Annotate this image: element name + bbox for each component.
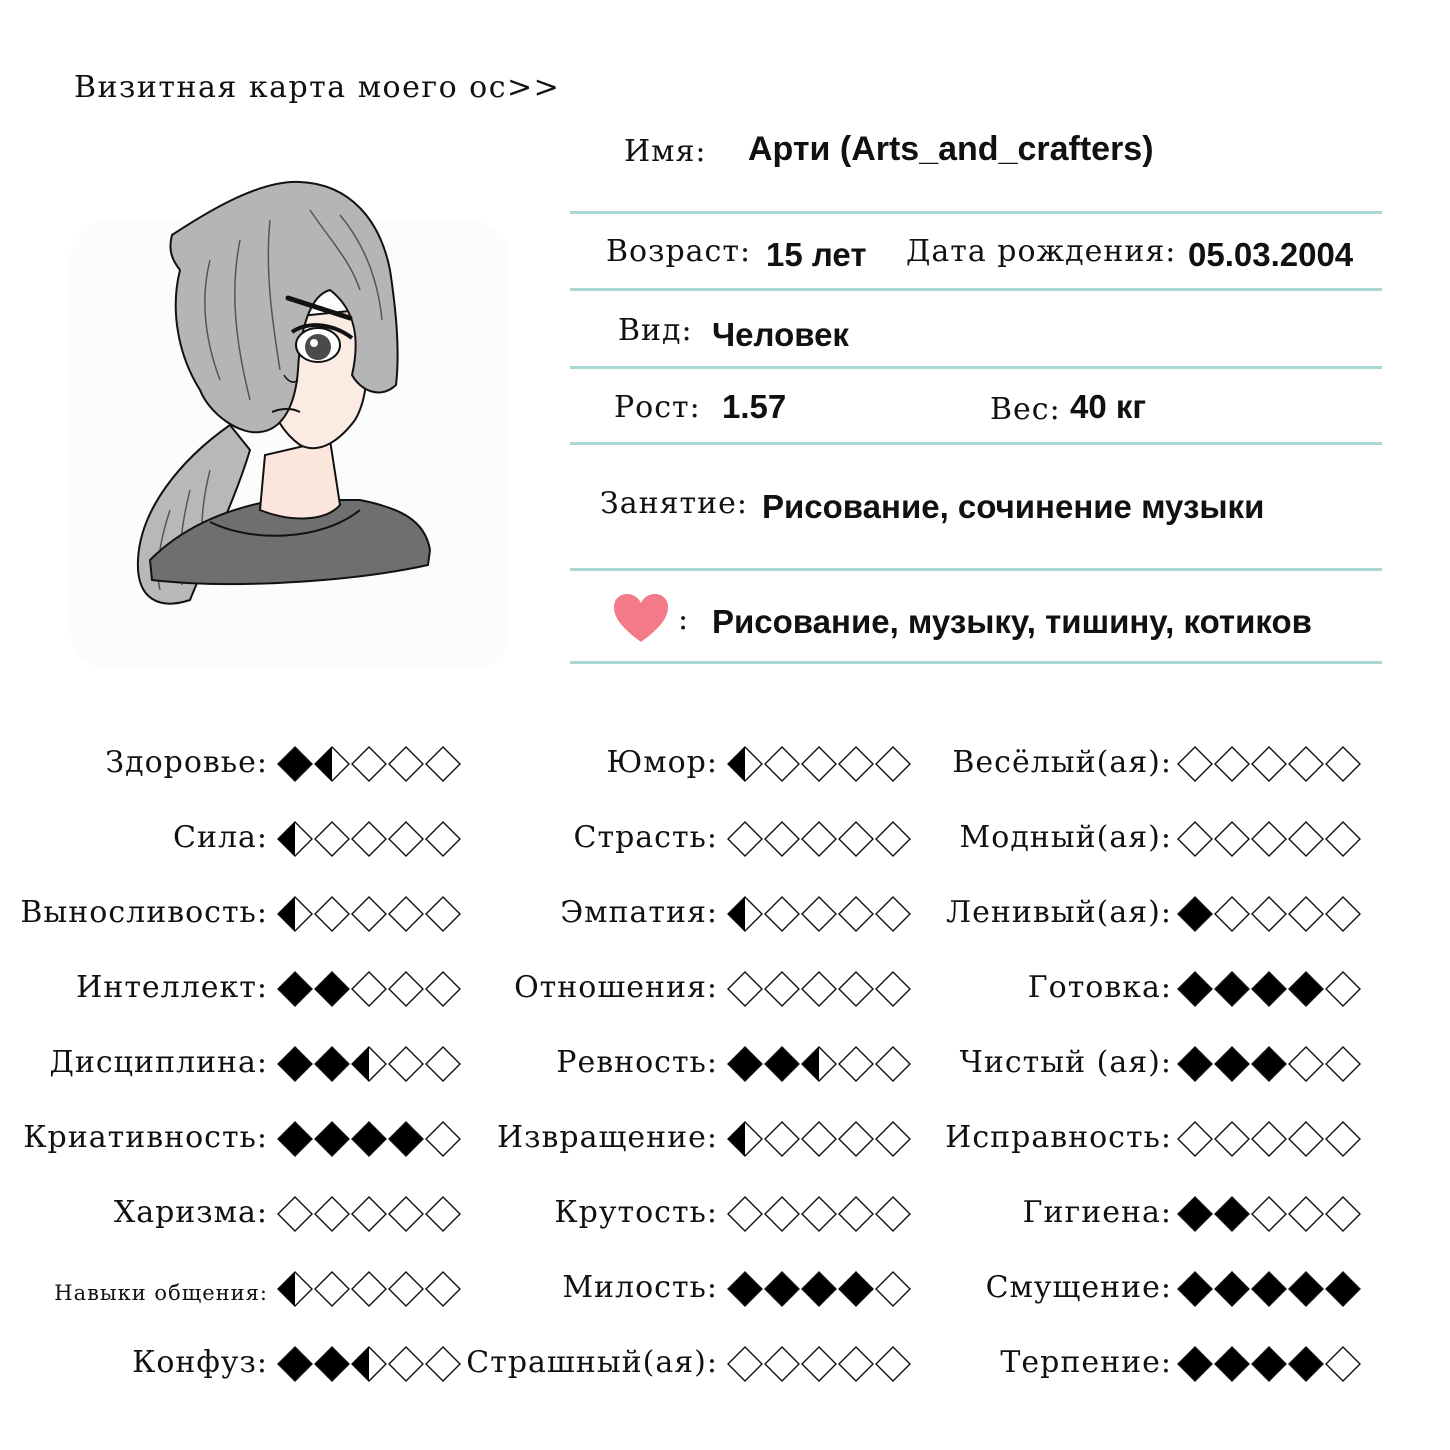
stat-label: Гигиена: [1022, 1195, 1172, 1230]
rating-diamond [1215, 1197, 1249, 1231]
rating-diamond [1252, 822, 1286, 856]
stat-rating [1176, 1045, 1362, 1085]
character-portrait [60, 170, 530, 670]
rating-diamond [426, 1122, 460, 1156]
stat-rating [276, 1270, 462, 1310]
rating-diamond [315, 1197, 349, 1231]
rating-diamond [839, 1122, 873, 1156]
stat-label: Ревность: [556, 1045, 718, 1080]
rating-diamond [1252, 897, 1286, 931]
rating-diamond [389, 1197, 423, 1231]
stat-label: Навыки общения: [54, 1281, 268, 1305]
rating-diamond [352, 1122, 386, 1156]
rating-diamond [802, 1347, 836, 1381]
rating-diamond [1215, 1347, 1249, 1381]
rating-diamond [1178, 972, 1212, 1006]
rating-diamond [1252, 1197, 1286, 1231]
rating-diamond [1289, 972, 1323, 1006]
rating-diamond [426, 972, 460, 1006]
occupation-value: Рисование, сочинение музыки [762, 488, 1265, 525]
stat-label: Юмор: [606, 745, 718, 780]
rating-diamond [1178, 1272, 1212, 1306]
rating-diamond [426, 897, 460, 931]
rating-diamond [278, 1047, 312, 1081]
rating-diamond [1252, 1272, 1286, 1306]
rating-diamond [389, 897, 423, 931]
stat-rating [276, 895, 462, 935]
rating-diamond [1252, 747, 1286, 781]
name-value: Арти (Arts_and_crafters) [748, 130, 1154, 168]
rating-diamond [802, 1272, 836, 1306]
rating-diamond [765, 897, 799, 931]
rating-diamond [728, 1197, 762, 1231]
stat-label: Чистый (ая): [959, 1045, 1172, 1080]
stat-rating [1176, 970, 1362, 1010]
rating-diamond [765, 1122, 799, 1156]
stat-label: Извращение: [497, 1120, 718, 1155]
likes-value: Рисование, музыку, тишину, котиков [712, 603, 1312, 640]
rating-diamond [876, 1047, 910, 1081]
rating-diamond [765, 1197, 799, 1231]
stat-label: Криативность: [23, 1120, 268, 1155]
rating-diamond [426, 1047, 460, 1081]
heart-icon [612, 592, 670, 644]
rating-diamond [315, 1347, 349, 1381]
stat-label: Здоровье: [105, 745, 268, 780]
rating-diamond [278, 972, 312, 1006]
stat-rating [276, 1120, 462, 1160]
rating-diamond [839, 897, 873, 931]
rating-diamond [1289, 1197, 1323, 1231]
rating-diamond [1326, 1122, 1360, 1156]
stat-rating [1176, 745, 1362, 785]
rating-diamond [352, 822, 386, 856]
rating-diamond [839, 747, 873, 781]
rating-diamond [1252, 972, 1286, 1006]
likes-colon: : [678, 602, 690, 637]
rating-diamond [839, 1347, 873, 1381]
rating-diamond [1326, 1272, 1360, 1306]
stat-label: Модный(ая): [959, 820, 1172, 855]
rating-diamond [315, 1047, 349, 1081]
rating-diamond [728, 822, 762, 856]
rating-diamond [389, 1347, 423, 1381]
species-label: Вид: [618, 313, 693, 348]
birth-date-value: 05.03.2004 [1188, 236, 1354, 273]
weight-label: Вес: [990, 392, 1061, 427]
rating-diamond [876, 897, 910, 931]
stat-label: Эмпатия: [560, 895, 718, 930]
rating-diamond [389, 747, 423, 781]
occupation-label: Занятие: [600, 486, 748, 521]
rating-diamond [728, 1347, 762, 1381]
rating-diamond [352, 747, 386, 781]
stat-rating [1176, 1120, 1362, 1160]
stat-label: Готовка: [1027, 970, 1172, 1005]
rating-diamond [1178, 1047, 1212, 1081]
stat-rating [726, 1345, 912, 1385]
divider [570, 288, 1382, 291]
rating-diamond [1178, 1122, 1212, 1156]
rating-diamond [1215, 1122, 1249, 1156]
rating-diamond [1326, 747, 1360, 781]
rating-diamond [1215, 747, 1249, 781]
stat-label: Интеллект: [76, 970, 268, 1005]
stat-rating [726, 895, 912, 935]
rating-diamond [426, 822, 460, 856]
rating-diamond [389, 972, 423, 1006]
rating-diamond [1215, 822, 1249, 856]
divider [570, 568, 1382, 571]
rating-diamond [1326, 897, 1360, 931]
age-label: Возраст: [606, 234, 752, 269]
rating-diamond [802, 897, 836, 931]
rating-diamond [426, 1272, 460, 1306]
stat-rating [276, 1195, 462, 1235]
stat-rating [1176, 1270, 1362, 1310]
stat-rating [726, 970, 912, 1010]
rating-diamond [1289, 1272, 1323, 1306]
rating-diamond [876, 1122, 910, 1156]
rating-diamond [839, 1197, 873, 1231]
rating-diamond [728, 1047, 762, 1081]
rating-diamond [278, 747, 312, 781]
rating-diamond [1289, 1122, 1323, 1156]
rating-diamond [278, 1347, 312, 1381]
rating-diamond [802, 822, 836, 856]
stat-rating [276, 1045, 462, 1085]
rating-diamond [389, 1047, 423, 1081]
rating-diamond [278, 1197, 312, 1231]
rating-diamond [352, 972, 386, 1006]
stat-label: Крутость: [554, 1195, 718, 1230]
stat-rating [1176, 1345, 1362, 1385]
rating-diamond [426, 1347, 460, 1381]
rating-diamond [1215, 897, 1249, 931]
rating-diamond [352, 1272, 386, 1306]
rating-diamond [352, 897, 386, 931]
stat-label: Весёлый(ая): [952, 745, 1172, 780]
rating-diamond [1178, 822, 1212, 856]
rating-diamond [389, 1272, 423, 1306]
height-label: Рост: [614, 390, 701, 425]
rating-diamond [876, 747, 910, 781]
rating-diamond [765, 972, 799, 1006]
rating-diamond [315, 897, 349, 931]
rating-diamond [1215, 1272, 1249, 1306]
stat-label: Харизма: [113, 1195, 268, 1230]
rating-diamond [765, 822, 799, 856]
stat-label: Смущение: [985, 1270, 1172, 1305]
rating-diamond [1178, 747, 1212, 781]
rating-diamond [1289, 897, 1323, 931]
stat-label: Конфуз: [132, 1345, 268, 1380]
rating-diamond [876, 822, 910, 856]
weight-value: 40 кг [1070, 388, 1147, 425]
rating-diamond [1289, 822, 1323, 856]
rating-diamond [876, 972, 910, 1006]
age-value: 15 лет [766, 236, 867, 273]
rating-diamond [839, 822, 873, 856]
stat-label: Дисциплина: [49, 1045, 268, 1080]
rating-diamond [1289, 747, 1323, 781]
stat-label: Милость: [562, 1270, 718, 1305]
rating-diamond [876, 1272, 910, 1306]
stat-rating [726, 1195, 912, 1235]
rating-diamond [839, 972, 873, 1006]
rating-diamond [1326, 972, 1360, 1006]
rating-diamond [1326, 1347, 1360, 1381]
stat-label: Исправность: [945, 1120, 1172, 1155]
stat-rating [276, 1345, 462, 1385]
rating-diamond [876, 1197, 910, 1231]
stat-label: Страшный(ая): [466, 1345, 718, 1380]
card-title: Визитная карта моего ос>> [74, 70, 561, 105]
stat-rating [1176, 1195, 1362, 1235]
rating-diamond [315, 1122, 349, 1156]
rating-diamond [765, 1272, 799, 1306]
rating-diamond [765, 1047, 799, 1081]
rating-diamond [1215, 972, 1249, 1006]
rating-diamond [765, 747, 799, 781]
rating-diamond [426, 747, 460, 781]
stat-rating [276, 970, 462, 1010]
birth-date-label: Дата рождения: [906, 234, 1177, 269]
stat-rating [1176, 895, 1362, 935]
name-label: Имя: [624, 134, 707, 169]
rating-diamond [876, 1347, 910, 1381]
stat-label: Ленивый(ая): [946, 895, 1172, 930]
rating-diamond [1289, 1047, 1323, 1081]
rating-diamond [765, 1347, 799, 1381]
rating-diamond [315, 972, 349, 1006]
rating-diamond [1326, 1197, 1360, 1231]
stat-rating [1176, 820, 1362, 860]
stat-rating [276, 820, 462, 860]
stat-label: Страсть: [573, 820, 718, 855]
divider [570, 211, 1382, 214]
rating-diamond [315, 1272, 349, 1306]
stat-rating [726, 820, 912, 860]
species-value: Человек [712, 316, 849, 353]
rating-diamond [426, 1197, 460, 1231]
rating-diamond [389, 1122, 423, 1156]
rating-diamond [839, 1047, 873, 1081]
divider [570, 661, 1382, 664]
stat-label: Выносливость: [20, 895, 268, 930]
rating-diamond [1215, 1047, 1249, 1081]
rating-diamond [278, 1122, 312, 1156]
rating-diamond [1326, 822, 1360, 856]
rating-diamond [728, 1272, 762, 1306]
rating-diamond [1178, 1197, 1212, 1231]
rating-diamond [1252, 1122, 1286, 1156]
stat-rating [726, 745, 912, 785]
divider [570, 442, 1382, 445]
rating-diamond [389, 822, 423, 856]
rating-diamond [802, 1122, 836, 1156]
rating-diamond [1252, 1347, 1286, 1381]
stat-rating [276, 745, 462, 785]
stat-label: Терпение: [1000, 1345, 1172, 1380]
rating-diamond [315, 822, 349, 856]
divider [570, 366, 1382, 369]
rating-diamond [1178, 1347, 1212, 1381]
rating-diamond [1326, 1047, 1360, 1081]
height-value: 1.57 [722, 388, 787, 425]
rating-diamond [839, 1272, 873, 1306]
stat-label: Отношения: [514, 970, 718, 1005]
rating-diamond [802, 972, 836, 1006]
stat-rating [726, 1120, 912, 1160]
rating-diamond [802, 747, 836, 781]
stat-rating [726, 1045, 912, 1085]
rating-diamond [1289, 1347, 1323, 1381]
rating-diamond [1252, 1047, 1286, 1081]
stat-rating [726, 1270, 912, 1310]
rating-diamond [802, 1197, 836, 1231]
rating-diamond [1178, 897, 1212, 931]
rating-diamond [352, 1197, 386, 1231]
stat-label: Сила: [173, 820, 268, 855]
rating-diamond [728, 972, 762, 1006]
